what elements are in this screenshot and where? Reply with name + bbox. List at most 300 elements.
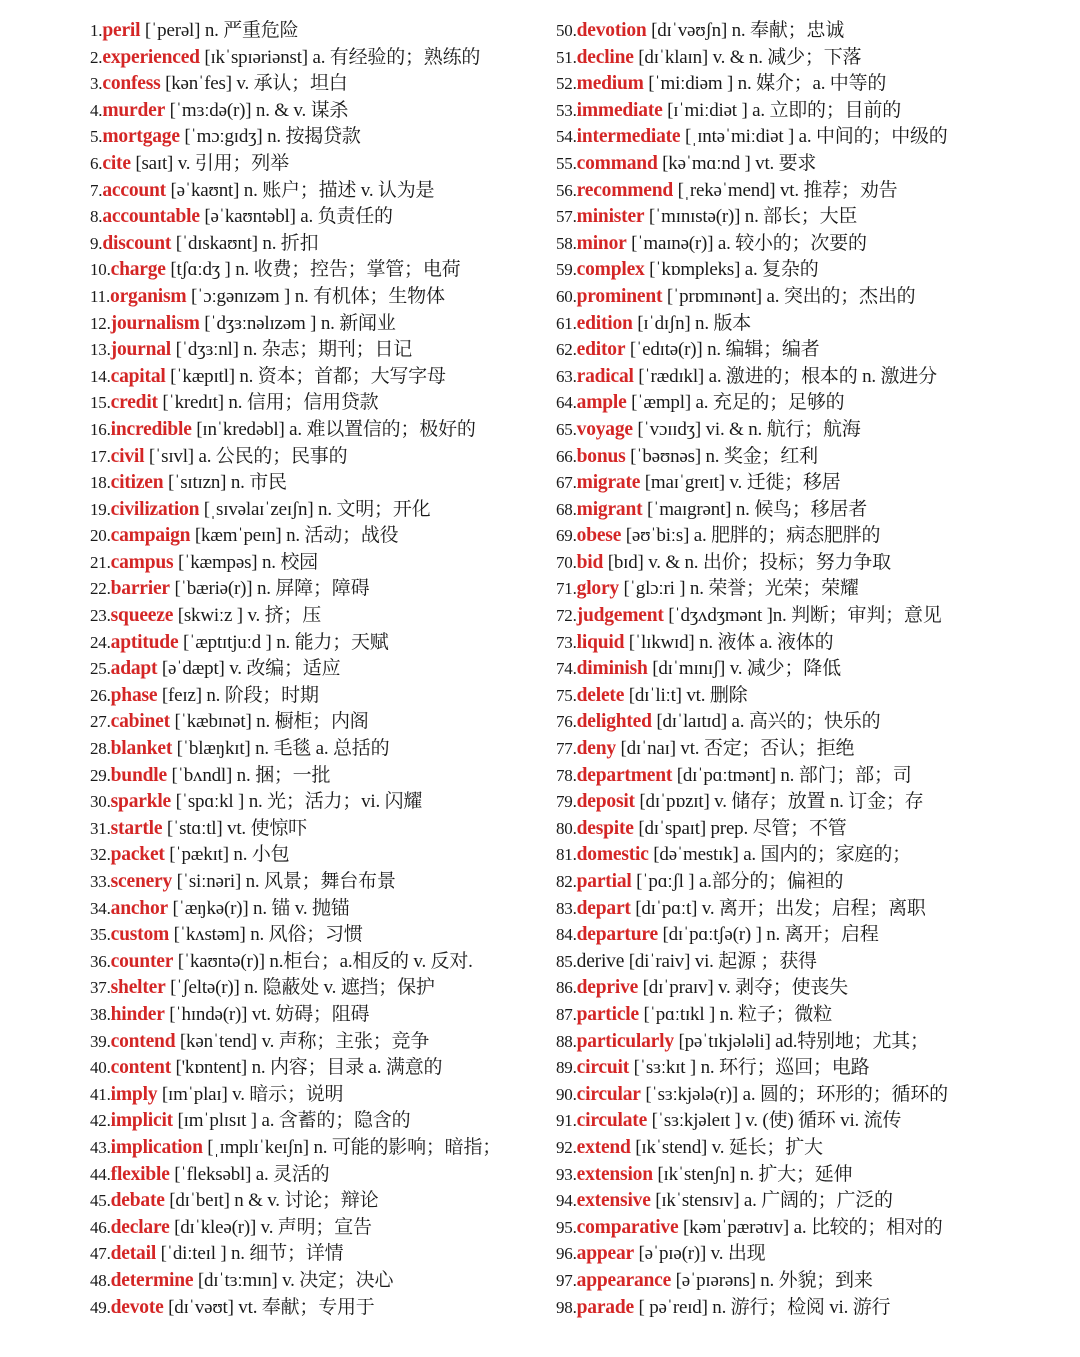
phonetic-and-definition: [ɪmˈplaɪ] v. 暗示；说明 bbox=[157, 1083, 344, 1105]
vocab-entry bbox=[556, 284, 1036, 311]
entry-number: 79. bbox=[556, 792, 577, 812]
vocab-entry bbox=[90, 1295, 570, 1322]
vocab-entry bbox=[556, 576, 1036, 603]
entry-number: 36. bbox=[90, 951, 111, 971]
headword: citizen bbox=[110, 472, 164, 494]
headword: startle bbox=[110, 817, 163, 839]
vocab-entry bbox=[556, 18, 1036, 45]
entry-number: 44. bbox=[90, 1164, 111, 1184]
entry-number: 68. bbox=[556, 499, 577, 519]
headword: deposit bbox=[576, 791, 635, 813]
phonetic-and-definition: [kæmˈpeɪn] n. 活动；战役 bbox=[190, 525, 399, 547]
headword: devotion bbox=[576, 20, 647, 41]
vocab-entry bbox=[90, 497, 570, 524]
vocab-entry bbox=[556, 98, 1036, 125]
headword: cite bbox=[102, 152, 131, 174]
headword: journal bbox=[110, 339, 172, 361]
vocab-entry bbox=[556, 1215, 1036, 1242]
phonetic-and-definition: [əˈpɪə(r)] v. 出现 bbox=[633, 1243, 766, 1265]
entry-number: 12. bbox=[90, 313, 111, 333]
headword: particle bbox=[576, 1003, 639, 1025]
vocab-entry bbox=[556, 257, 1036, 284]
entry-number: 86. bbox=[556, 978, 577, 998]
headword: deny bbox=[576, 738, 616, 760]
vocab-entry bbox=[556, 124, 1036, 151]
phonetic-and-definition: [ˈbəʊnəs] n. 奖金；红利 bbox=[625, 445, 818, 467]
headword: judgement bbox=[576, 605, 664, 627]
entry-number: 76. bbox=[556, 712, 577, 732]
phonetic-and-definition: [ˈkaʊntə(r)] n.柜台；a.相反的 v. 反对. bbox=[173, 950, 473, 972]
entry-number: 40. bbox=[90, 1058, 111, 1078]
entry-number: 84. bbox=[556, 925, 577, 945]
phonetic-and-definition: [ˈsɜːkjəleɪt ] v. (使) 循环 vi. 流传 bbox=[647, 1110, 902, 1132]
headword: cabinet bbox=[110, 711, 170, 733]
phonetic-and-definition: [ˈmɜːdə(r)] n. & v. 谋杀 bbox=[165, 99, 349, 121]
left-word-column bbox=[90, 18, 570, 1321]
vocab-entry bbox=[90, 124, 570, 151]
phonetic-and-definition: [ˈdʒɜːnəlɪzəm ] n. 新闻业 bbox=[199, 312, 396, 334]
headword: extensive bbox=[576, 1190, 651, 1212]
vocab-entry bbox=[556, 45, 1036, 72]
vocab-entry bbox=[90, 45, 570, 72]
headword: peril bbox=[102, 20, 141, 41]
vocab-entry bbox=[90, 284, 570, 311]
headword: phase bbox=[110, 684, 158, 706]
phonetic-and-definition: [əˈkaʊnt] n. 账户；描述 v. 认为是 bbox=[165, 179, 435, 201]
headword: migrate bbox=[576, 472, 641, 494]
headword: command bbox=[576, 152, 658, 174]
entry-number: 27. bbox=[90, 712, 111, 732]
entry-number: 37. bbox=[90, 978, 111, 998]
entry-number: 87. bbox=[556, 1004, 577, 1024]
phonetic-and-definition: [ pəˈreɪd] n. 游行；检阅 vi. 游行 bbox=[633, 1296, 891, 1318]
phonetic-and-definition: [ˈpɑːʃl ] a.部分的；偏袒的 bbox=[631, 871, 844, 892]
phonetic-and-definition: [diˈraiv] vi. 起源 ；获得 bbox=[624, 950, 817, 972]
headword: appear bbox=[576, 1243, 634, 1265]
phonetic-and-definition: [əˈpɪərəns] n. 外貌；到来 bbox=[671, 1269, 873, 1291]
phonetic-and-definition: [dɪˈmɪnɪʃ] v. 减少；降低 bbox=[647, 658, 841, 680]
entry-number: 28. bbox=[90, 739, 111, 759]
headword: voyage bbox=[576, 418, 633, 440]
headword: confess bbox=[102, 73, 161, 95]
phonetic-and-definition: [ɪˈdɪʃn] n. 版本 bbox=[632, 312, 752, 334]
vocab-entry bbox=[90, 896, 570, 923]
entry-number: 32. bbox=[90, 845, 111, 865]
entry-number: 91. bbox=[556, 1111, 577, 1131]
headword: detail bbox=[110, 1243, 157, 1265]
phonetic-and-definition: [ˌsɪvəlaɪˈzeɪʃn] n. 文明；开化 bbox=[199, 498, 431, 520]
phonetic-and-definition: [ɪkˈspɪəriənst] a. 有经验的；熟练的 bbox=[199, 46, 481, 68]
phonetic-and-definition: [ˈmɔːgɪdʒ] n. 按揭贷款 bbox=[179, 126, 361, 148]
vocab-entry bbox=[90, 1215, 570, 1242]
phonetic-and-definition: [ˈʃeltə(r)] n. 隐蔽处 v. 遮挡；保护 bbox=[165, 977, 435, 999]
headword: ample bbox=[576, 392, 627, 414]
phonetic-and-definition: [ˈsɜːkɪt ] n. 环行；巡回；电路 bbox=[629, 1057, 870, 1079]
vocab-entry bbox=[90, 816, 570, 843]
phonetic-and-definition: [dɪˈbeɪt] n & v. 讨论；辩论 bbox=[164, 1190, 379, 1212]
phonetic-and-definition: [ˈsɜːkjələ(r)] a. 圆的；环形的；循环的 bbox=[640, 1083, 948, 1105]
entry-number: 59. bbox=[556, 260, 577, 280]
headword: implicit bbox=[110, 1110, 173, 1132]
vocab-entry bbox=[556, 1108, 1036, 1135]
headword: liquid bbox=[576, 631, 625, 653]
phonetic-and-definition: [ˌrekəˈmend] vt. 推荐；劝告 bbox=[673, 179, 898, 201]
phonetic-and-definition: [ˈlɪkwɪd] n. 液体 a. 液体的 bbox=[624, 631, 834, 653]
phonetic-and-definition: [ˈstɑːtl] vt. 使惊吓 bbox=[162, 817, 307, 839]
phonetic-and-definition: [ˈblæŋkɪt] n. 毛毯 a. 总括的 bbox=[172, 738, 390, 760]
entry-number: 1. bbox=[90, 21, 103, 40]
headword: credit bbox=[110, 392, 158, 414]
entry-number: 74. bbox=[556, 659, 577, 679]
vocab-entry bbox=[556, 949, 1036, 976]
entry-number: 52. bbox=[556, 74, 577, 94]
phonetic-and-definition: [ɪnˈkredəbl] a. 难以置信的；极好的 bbox=[191, 418, 476, 440]
entry-number: 82. bbox=[556, 872, 577, 891]
phonetic-and-definition: [ɪkˈstend] v. 延长；扩大 bbox=[630, 1136, 823, 1158]
phonetic-and-definition: [tʃɑːdʒ ] n. 收费；控告；掌管；电荷 bbox=[165, 259, 461, 281]
headword: mortgage bbox=[102, 126, 180, 148]
vocab-entry bbox=[556, 1295, 1036, 1322]
entry-number: 20. bbox=[90, 526, 111, 546]
headword: bid bbox=[576, 551, 604, 573]
phonetic-and-definition: [ˈedɪtə(r)] n. 编辑；编者 bbox=[625, 339, 820, 361]
phonetic-and-definition: [dɪˈspaɪt] prep. 尽管；不管 bbox=[633, 817, 847, 839]
phonetic-and-definition: [ˈmiːdiəm ] n. 媒介；a. 中等的 bbox=[643, 73, 887, 95]
entry-number: 98. bbox=[556, 1297, 577, 1317]
entry-number: 39. bbox=[90, 1031, 111, 1051]
phonetic-and-definition: [pəˈtɪkjələli] ad.特别地；尤其； bbox=[673, 1030, 929, 1052]
vocab-entry bbox=[556, 656, 1036, 683]
vocab-entry bbox=[556, 178, 1036, 205]
entry-number: 43. bbox=[90, 1137, 111, 1157]
headword: intermediate bbox=[576, 126, 681, 148]
vocab-entry bbox=[90, 1241, 570, 1268]
headword: deprive bbox=[576, 977, 639, 999]
headword: capital bbox=[110, 365, 166, 387]
phonetic-and-definition: [ˈbʌndl] n. 捆；一批 bbox=[166, 764, 331, 786]
vocab-entry bbox=[90, 470, 570, 497]
headword: recommend bbox=[576, 179, 674, 201]
entry-number: 72. bbox=[556, 606, 577, 626]
phonetic-and-definition: [ˈkæbɪnət] n. 橱柜；内阁 bbox=[169, 711, 369, 733]
headword: diminish bbox=[576, 658, 648, 680]
phonetic-and-definition: [ˈmaɪnə(r)] a. 较小的；次要的 bbox=[626, 232, 867, 254]
entry-number: 25. bbox=[90, 659, 111, 679]
phonetic-and-definition: [ˈdɪskaʊnt] n. 折扣 bbox=[171, 232, 319, 254]
phonetic-and-definition: [ˈæptɪtjuːd ] n. 能力；天赋 bbox=[178, 631, 389, 653]
headword: circulate bbox=[576, 1110, 648, 1132]
entry-number: 18. bbox=[90, 473, 111, 493]
vocab-entry bbox=[90, 444, 570, 471]
vocab-entry bbox=[556, 151, 1036, 178]
vocab-entry bbox=[90, 1082, 570, 1109]
phonetic-and-definition: [dɪˈliːt] vt. 删除 bbox=[624, 684, 748, 706]
entry-number: 29. bbox=[90, 765, 111, 785]
vocab-entry bbox=[90, 98, 570, 125]
phonetic-and-definition: [ˈæŋkə(r)] n. 锚 v. 抛锚 bbox=[167, 897, 350, 919]
vocab-entry bbox=[556, 444, 1036, 471]
headword: incredible bbox=[110, 418, 192, 440]
vocab-entry bbox=[90, 550, 570, 577]
vocab-entry bbox=[556, 364, 1036, 391]
vocab-entry bbox=[90, 1188, 570, 1215]
vocab-entry bbox=[556, 975, 1036, 1002]
headword: departure bbox=[576, 924, 658, 946]
headword: domestic bbox=[576, 844, 649, 866]
phonetic-and-definition: [ˈmaɪgrənt] n. 候鸟；移居者 bbox=[642, 498, 868, 520]
entry-number: 69. bbox=[556, 526, 577, 546]
vocab-entry bbox=[556, 231, 1036, 258]
vocab-entry bbox=[90, 364, 570, 391]
phonetic-and-definition: [ˈæmpl] a. 充足的；足够的 bbox=[626, 392, 845, 414]
right-word-column bbox=[556, 18, 1036, 1321]
entry-number: 53. bbox=[556, 100, 577, 120]
phonetic-and-definition: [dɪˈpɑːtmənt] n. 部门；部；司 bbox=[672, 764, 912, 786]
entry-number: 55. bbox=[556, 153, 577, 173]
vocab-entry bbox=[556, 869, 1036, 896]
headword: migrant bbox=[576, 498, 643, 520]
entry-number: 49. bbox=[90, 1297, 111, 1317]
entry-number: 67. bbox=[556, 473, 577, 493]
phonetic-and-definition: [ˈdʒʌdʒmənt ]n. 判断；审判；意见 bbox=[663, 605, 942, 627]
entry-number: 16. bbox=[90, 419, 111, 439]
entry-number: 47. bbox=[90, 1244, 111, 1264]
phonetic-and-definition: [skwiːz ] v. 挤；压 bbox=[173, 605, 322, 627]
phonetic-and-definition: [ˈfleksəbl] a. 灵活的 bbox=[169, 1163, 330, 1185]
vocab-entry bbox=[90, 178, 570, 205]
phonetic-and-definition: [kəˈmɑːnd ] vt. 要求 bbox=[657, 152, 817, 174]
phonetic-and-definition: [dɪˈvəʊʃn] n. 奉献；忠诚 bbox=[646, 20, 845, 41]
vocab-entry bbox=[90, 736, 570, 763]
headword: campus bbox=[110, 551, 174, 573]
phonetic-and-definition: [feɪz] n. 阶段；时期 bbox=[157, 684, 319, 706]
phonetic-and-definition: [ˈglɔːri ] n. 荣誉；光荣；荣耀 bbox=[618, 578, 859, 600]
entry-number: 13. bbox=[90, 340, 111, 360]
vocab-entry bbox=[90, 869, 570, 896]
vocab-entry bbox=[90, 949, 570, 976]
phonetic-and-definition: [kəmˈpærətɪv] a. 比较的；相对的 bbox=[678, 1216, 943, 1238]
entry-number: 63. bbox=[556, 366, 577, 386]
entry-number: 5. bbox=[90, 127, 103, 147]
phonetic-and-definition: [dɪˈpraɪv] v. 剥夺；使丧失 bbox=[638, 977, 848, 999]
vocab-entry bbox=[556, 1241, 1036, 1268]
headword: immediate bbox=[576, 99, 663, 121]
headword: bonus bbox=[576, 445, 626, 467]
vocab-entry bbox=[556, 1162, 1036, 1189]
vocab-entry bbox=[90, 311, 570, 338]
vocab-entry bbox=[90, 523, 570, 550]
entry-number: 7. bbox=[90, 180, 103, 200]
entry-number: 46. bbox=[90, 1217, 111, 1237]
vocab-entry bbox=[90, 417, 570, 444]
headword: hinder bbox=[110, 1003, 165, 1025]
vocab-entry bbox=[556, 1055, 1036, 1082]
vocab-entry bbox=[90, 975, 570, 1002]
entry-number: 8. bbox=[90, 207, 103, 227]
vocab-entry bbox=[556, 603, 1036, 630]
vocab-entry bbox=[556, 550, 1036, 577]
headword: debate bbox=[110, 1190, 165, 1212]
headword: sparkle bbox=[110, 791, 172, 813]
phonetic-and-definition: [ˈpɑːtɪkl ] n. 粒子；微粒 bbox=[638, 1003, 833, 1025]
headword: medium bbox=[576, 73, 644, 95]
headword: custom bbox=[110, 924, 170, 946]
headword: derive bbox=[576, 950, 625, 972]
vocab-entry bbox=[556, 204, 1036, 231]
entry-number: 2. bbox=[90, 47, 103, 67]
vocab-entry bbox=[90, 922, 570, 949]
entry-number: 57. bbox=[556, 207, 577, 227]
phonetic-and-definition: [ˈdiːteɪl ] n. 细节；详情 bbox=[156, 1243, 344, 1265]
phonetic-and-definition: [dɪˈklaɪn] v. & n. 减少；下落 bbox=[633, 46, 862, 68]
phonetic-and-definition: [ɪkˈstenʃn] n. 扩大；延伸 bbox=[652, 1163, 853, 1185]
headword: complex bbox=[576, 259, 645, 281]
headword: radical bbox=[576, 365, 634, 387]
vocab-entry bbox=[90, 763, 570, 790]
vocab-entry bbox=[90, 656, 570, 683]
phonetic-and-definition: [ˈpækɪt] n. 小包 bbox=[164, 844, 290, 866]
vocab-entry bbox=[556, 736, 1036, 763]
vocab-entry bbox=[556, 709, 1036, 736]
entry-number: 14. bbox=[90, 366, 111, 386]
phonetic-and-definition: [ˈrædɪkl] a. 激进的；根本的 n. 激进分 bbox=[633, 365, 937, 387]
entry-number: 93. bbox=[556, 1164, 577, 1184]
entry-number: 90. bbox=[556, 1084, 577, 1104]
headword: charge bbox=[110, 259, 166, 281]
headword: delete bbox=[576, 684, 625, 706]
headword: barrier bbox=[110, 578, 170, 600]
vocab-entry bbox=[90, 789, 570, 816]
vocab-entry bbox=[90, 337, 570, 364]
vocabulary-page bbox=[0, 18, 1080, 1338]
headword: particularly bbox=[576, 1030, 674, 1052]
phonetic-and-definition: [əˈdæpt] v. 改编；适应 bbox=[157, 658, 341, 680]
vocab-entry bbox=[90, 1055, 570, 1082]
phonetic-and-definition: [saɪt] v. 引用；列举 bbox=[130, 152, 289, 174]
phonetic-and-definition: [əˈkaʊntəbl] a. 负责任的 bbox=[199, 206, 393, 228]
phonetic-and-definition: [ɪmˈplɪsɪt ] a. 含蓄的；隐含的 bbox=[172, 1110, 411, 1132]
phonetic-and-definition: [dɪˈpɑːt] v. 离开；出发；启程；离职 bbox=[630, 897, 926, 919]
vocab-entry bbox=[556, 683, 1036, 710]
phonetic-and-definition: [kənˈfes] v. 承认；坦白 bbox=[160, 73, 348, 95]
vocab-entry bbox=[556, 311, 1036, 338]
vocab-entry bbox=[90, 1162, 570, 1189]
phonetic-and-definition: [dɪˈkleə(r)] v. 声明；宣告 bbox=[169, 1216, 372, 1238]
headword: journalism bbox=[110, 312, 200, 334]
headword: declare bbox=[110, 1216, 170, 1238]
entry-number: 34. bbox=[90, 898, 111, 918]
phonetic-and-definition: [dɪˈtɜːmɪn] v. 决定；决心 bbox=[193, 1269, 394, 1291]
entry-number: 45. bbox=[90, 1191, 111, 1211]
headword: campaign bbox=[110, 525, 191, 547]
phonetic-and-definition: [dɪˈvəʊt] vt. 奉献；专用于 bbox=[163, 1296, 375, 1318]
vocab-entry bbox=[556, 816, 1036, 843]
vocab-entry bbox=[556, 470, 1036, 497]
entry-number: 30. bbox=[90, 792, 111, 812]
headword: prominent bbox=[576, 285, 663, 307]
headword: determine bbox=[110, 1269, 194, 1291]
vocab-entry bbox=[90, 1029, 570, 1056]
headword: decline bbox=[576, 46, 634, 68]
entry-number: 11. bbox=[90, 286, 111, 306]
headword: appearance bbox=[576, 1269, 672, 1291]
phonetic-and-definition: [ˈɔːgənɪzəm ] n. 有机体；生物体 bbox=[186, 285, 445, 307]
entry-number: 48. bbox=[90, 1270, 111, 1290]
vocab-entry bbox=[556, 630, 1036, 657]
vocab-entry bbox=[90, 151, 570, 178]
entry-number: 83. bbox=[556, 898, 577, 918]
vocab-entry bbox=[556, 896, 1036, 923]
vocab-entry bbox=[556, 763, 1036, 790]
headword: obese bbox=[576, 525, 622, 547]
entry-number: 85. bbox=[556, 951, 577, 971]
headword: circular bbox=[576, 1083, 641, 1105]
headword: despite bbox=[576, 817, 634, 839]
phonetic-and-definition: [ˈmɪnɪstə(r)] n. 部长；大臣 bbox=[644, 206, 858, 228]
headword: scenery bbox=[110, 871, 173, 892]
vocab-entry bbox=[556, 1188, 1036, 1215]
phonetic-and-definition: [ˈprɒmɪnənt] a. 突出的；杰出的 bbox=[662, 285, 916, 307]
phonetic-and-definition: ['kɒntent] n. 内容；目录 a. 满意的 bbox=[171, 1057, 443, 1079]
entry-number: 65. bbox=[556, 419, 577, 439]
headword: account bbox=[102, 179, 166, 201]
headword: bundle bbox=[110, 764, 167, 786]
vocab-entry bbox=[556, 417, 1036, 444]
vocab-entry bbox=[90, 709, 570, 736]
entry-number: 22. bbox=[90, 579, 111, 599]
phonetic-and-definition: [ˈhɪndə(r)] vt. 妨碍；阻碍 bbox=[164, 1003, 370, 1025]
phonetic-and-definition: [ˈsɪvl] a. 公民的；民事的 bbox=[144, 445, 348, 467]
entry-number: 64. bbox=[556, 393, 577, 413]
phonetic-and-definition: [maɪˈgreɪt] v. 迁徙；移居 bbox=[640, 472, 841, 494]
phonetic-and-definition: [ɪkˈstensɪv] a. 广阔的；广泛的 bbox=[650, 1190, 893, 1212]
phonetic-and-definition: [ˈkʌstəm] n. 风俗；习惯 bbox=[169, 924, 363, 946]
entry-number: 77. bbox=[556, 739, 577, 759]
headword: glory bbox=[576, 578, 619, 600]
entry-number: 19. bbox=[90, 499, 111, 519]
phonetic-and-definition: [ˈdʒɜːnl] n. 杂志；期刊；日记 bbox=[171, 339, 413, 361]
vocab-entry bbox=[556, 1082, 1036, 1109]
headword: depart bbox=[576, 897, 631, 919]
headword: counter bbox=[110, 950, 174, 972]
vocab-entry bbox=[90, 630, 570, 657]
vocab-entry bbox=[90, 71, 570, 98]
entry-number: 21. bbox=[90, 552, 111, 572]
headword: edition bbox=[576, 312, 633, 334]
entry-number: 56. bbox=[556, 180, 577, 200]
vocab-entry bbox=[90, 390, 570, 417]
phonetic-and-definition: [dɪˈlaɪtɪd] a. 高兴的；快乐的 bbox=[651, 711, 881, 733]
headword: partial bbox=[576, 871, 632, 892]
vocab-entry bbox=[90, 683, 570, 710]
headword: delighted bbox=[576, 711, 652, 733]
phonetic-and-definition: [ˈkɒmpleks] a. 复杂的 bbox=[644, 259, 819, 281]
headword: adapt bbox=[110, 658, 158, 680]
entry-number: 75. bbox=[556, 685, 577, 705]
entry-number: 41. bbox=[90, 1084, 111, 1104]
entry-number: 26. bbox=[90, 685, 111, 705]
headword: extension bbox=[576, 1163, 653, 1185]
entry-number: 94. bbox=[556, 1191, 577, 1211]
phonetic-and-definition: [dɪˈpɒzɪt] v. 储存；放置 n. 订金；存 bbox=[634, 791, 924, 813]
vocab-entry bbox=[90, 576, 570, 603]
headword: aptitude bbox=[110, 631, 179, 653]
entry-number: 4. bbox=[90, 100, 103, 120]
vocab-entry bbox=[90, 231, 570, 258]
phonetic-and-definition: [ˈbæriə(r)] n. 屏障；障碍 bbox=[169, 578, 370, 600]
phonetic-and-definition: [əʊˈbiːs] a. 肥胖的；病态肥胖的 bbox=[621, 525, 881, 547]
headword: discount bbox=[102, 232, 172, 254]
